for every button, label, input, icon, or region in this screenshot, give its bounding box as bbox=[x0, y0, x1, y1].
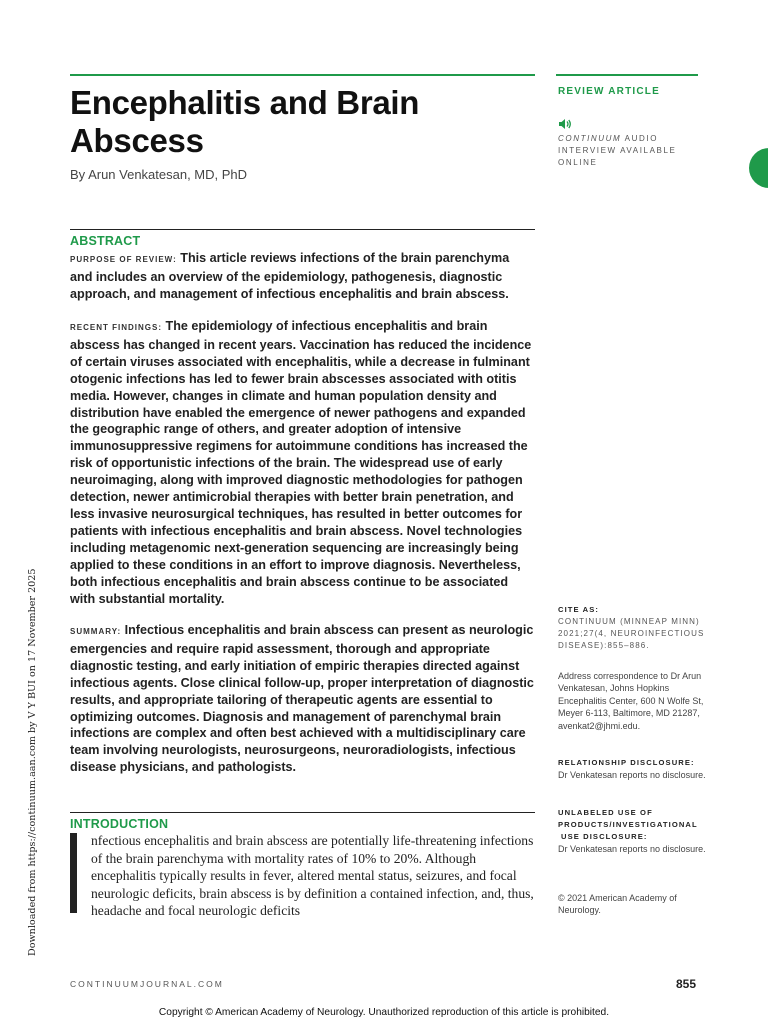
findings-text: The epidemiology of infectious encephalitis and brain abscess has changed in recent years. Vaccination has reduced the incidence of certain viruses associated with encephalitis, while a decrease in fulminant otogenic infections has led to fewer brain abscesses associated with otitis media. However, changes in climate and human population density and distribution have enabled the emergence of newer pathogens and expanded the geographic range of others, and greater adoption of intensive immunosuppressive regimens for autoimmune conditions has increased the risk of opportunistic infections of the brain. The widespread use of early neuroimaging, along with improved diagnostic methodologies for pathogen detection, newer antimicrobial therapies with better brain penetration, and less invasive neurosurgical techniques, has resulted in better outcomes for patients with infectious encephalitis and brain abscess. Novel technologies including metagenomic next-generation sequencing are increasingly being applied to these conditions in an effort to improve diagnosis. Nevertheless, both infectious encephalitis and brain abscess continue to be associated with substantial mortality. bbox=[70, 319, 532, 606]
unlabeled-heading-2: PRODUCTS/INVESTIGATIONAL bbox=[558, 820, 698, 829]
page-number: 855 bbox=[676, 977, 697, 991]
copyright-notice: Copyright © American Academy of Neurology. Unauthorized reproduction of this article is prohibited. bbox=[158, 1007, 610, 1018]
abstract-findings bbox=[70, 318, 535, 607]
cite-heading: CITE AS: bbox=[558, 605, 600, 614]
dropcap bbox=[70, 833, 77, 913]
audio-line1-rest: AUDIO bbox=[621, 134, 659, 143]
article-title: Encephalitis and Brain Abscess bbox=[70, 84, 420, 159]
summary-label: SUMMARY: bbox=[70, 627, 122, 636]
abstract-heading: ABSTRACT bbox=[70, 234, 141, 248]
audio-line3: ONLINE bbox=[558, 158, 598, 167]
introduction-text: nfectious encephalitis and brain abscess are potentially life-threatening infections of the brain parenchyma with mortality rates of 10% to 20%. Although encephalitis typically results in fever, altered mental status, seizures, and focal neurologic deficits, brain abscess is by definition a contained infection, and, thus, headache and focal neurologic deficits bbox=[91, 833, 534, 919]
journal-url[interactable]: CONTINUUMJOURNAL.COM bbox=[70, 979, 224, 989]
audio-line2: INTERVIEW AVAILABLE bbox=[558, 146, 677, 155]
introduction-heading: INTRODUCTION bbox=[70, 817, 169, 831]
audio-interview-note[interactable] bbox=[558, 133, 708, 169]
unlabeled-text: Dr Venkatesan reports no disclosure. bbox=[558, 844, 706, 854]
cite-text: CONTINUUM (MINNEAP MINN) 2021;27(4, NEUROINFECTIOUS DISEASE):855–886. bbox=[558, 617, 705, 650]
audio-line1-italic: CONTINUUM bbox=[558, 134, 622, 143]
cite-block bbox=[558, 604, 708, 652]
header-rule-right bbox=[556, 74, 698, 76]
purpose-label: PURPOSE OF REVIEW: bbox=[70, 255, 177, 264]
download-margin-note: Downloaded from https://continuum.aan.com by V Y BUI on 17 November 2025 bbox=[27, 568, 38, 956]
unlabeled-heading-3: USE DISCLOSURE: bbox=[561, 832, 648, 841]
copyright-sidebar: © 2021 American Academy of Neurology. bbox=[558, 893, 677, 916]
relationship-text: Dr Venkatesan reports no disclosure. bbox=[558, 770, 706, 780]
relationship-heading: RELATIONSHIP DISCLOSURE: bbox=[558, 758, 695, 767]
introduction-rule bbox=[70, 812, 535, 813]
section-tab-marker bbox=[749, 148, 768, 188]
article-type-label: REVIEW ARTICLE bbox=[558, 86, 660, 97]
relationship-disclosure bbox=[558, 757, 708, 781]
findings-label: RECENT FINDINGS: bbox=[70, 323, 162, 332]
header-rule-left bbox=[70, 74, 535, 76]
address-block: Address correspondence to Dr Arun Venkatesan, Johns Hopkins Encephalitis Center, 600 N Wolfe St, Meyer 6-113, Baltimore, MD 21287, avenkat2@jhmi.edu. bbox=[558, 671, 704, 731]
abstract-summary bbox=[70, 622, 535, 776]
unlabeled-use-disclosure bbox=[558, 807, 708, 855]
purpose-text: This article reviews infections of the brain parenchyma and includes an overview of the epidemiology, pathogenesis, diagnostic approach, and management of infectious encephalitis and brain abscess. bbox=[70, 251, 510, 301]
summary-text: Infectious encephalitis and brain abscess can present as neurologic emergencies and require rapid assessment, thorough and appropriate diagnostic testing, and early initiation of empiric therapies directed against infectious agents. Close clinical follow-up, proper interpretation of diagnostic results, and appropriate tailoring of therapeutic agents are essential to optimizing outcomes. Diagnosis and management of parenchymal brain infections are complex and often best achieved with a multidisciplinary care team involving neurologists, neurosurgeons, neuroradiologists, infectious disease physicians, and pathologists. bbox=[70, 623, 534, 775]
unlabeled-heading-1: UNLABELED USE OF bbox=[558, 808, 653, 817]
abstract-rule bbox=[70, 229, 535, 230]
abstract-purpose bbox=[70, 250, 535, 303]
article-byline: By Arun Venkatesan, MD, PhD bbox=[70, 167, 248, 182]
